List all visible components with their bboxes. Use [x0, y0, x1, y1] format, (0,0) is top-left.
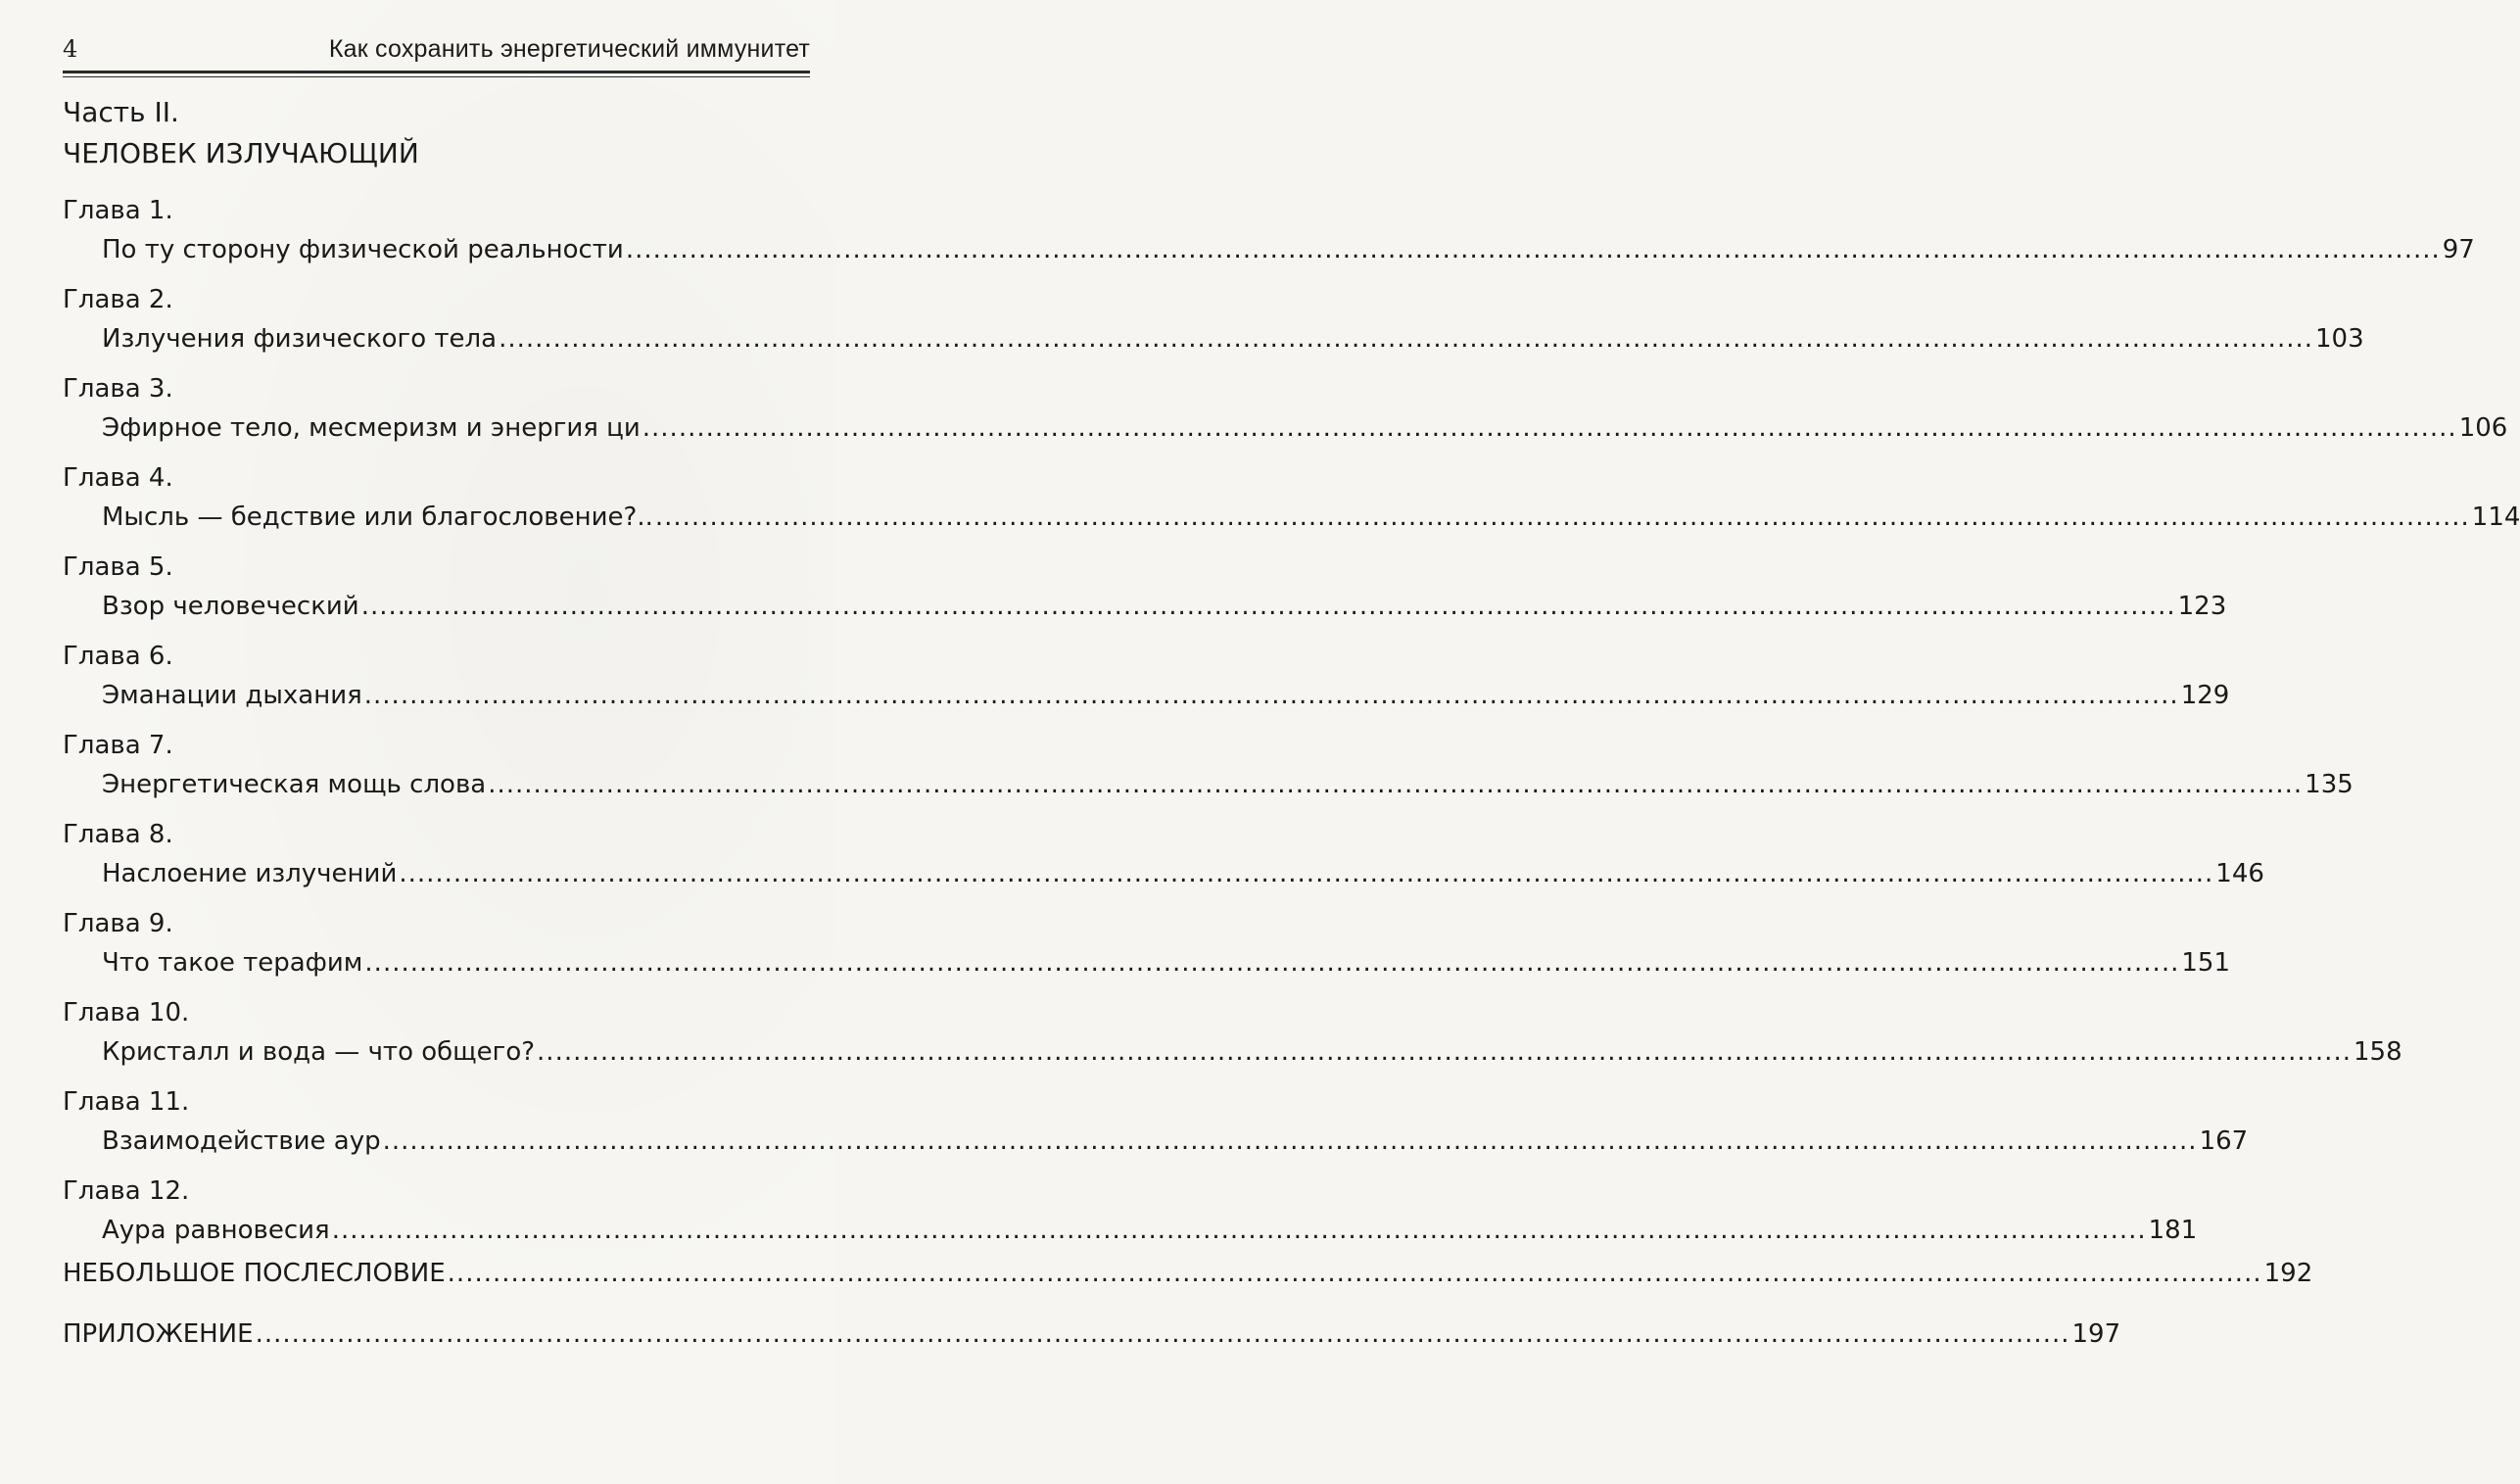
- chapter-label: Глава 11.: [63, 1087, 190, 1117]
- toc-entry-title: НЕБОЛЬШОЕ ПОСЛЕСЛОВИЕ: [63, 1259, 446, 1288]
- toc-entry: [102, 413, 2508, 443]
- toc-page-number: 151: [2181, 948, 2230, 978]
- chapter-label: Глава 2.: [63, 285, 173, 314]
- toc-leader-dots: ........................................................................................................................................................................................................: [382, 1126, 2198, 1156]
- chapter-label: Глава 4.: [63, 463, 173, 493]
- toc-entry-title: Эфирное тело, месмеризм и энергия ци: [102, 413, 641, 443]
- toc-leader-dots: ........................................................................................................................................................................................................: [488, 770, 2304, 799]
- toc-leader-dots: ........................................................................................................................................................................................................: [499, 324, 2314, 354]
- toc-page-number: 135: [2305, 770, 2354, 799]
- toc-leader-dots: ........................................................................................................................................................................................................: [447, 1259, 2262, 1288]
- chapter-label: Глава 9.: [63, 909, 173, 938]
- toc-entry: [102, 503, 2520, 532]
- chapter-label: Глава 1.: [63, 196, 173, 225]
- toc-leader-dots: ........................................................................................................................................................................................................: [642, 413, 2457, 443]
- toc-entry: [102, 948, 2230, 978]
- toc-entry-title: Излучения физического тела: [102, 324, 498, 354]
- toc-entry-title: Кристалл и вода — что общего?: [102, 1037, 536, 1067]
- toc-entry: [63, 1319, 2121, 1349]
- toc-leader-dots: ........................................................................................................................................................................................................: [331, 1216, 2147, 1245]
- header-rule-thin: [63, 76, 810, 77]
- toc-page-number: 114: [2471, 503, 2520, 532]
- toc-entry-title: Взор человеческий: [102, 592, 359, 621]
- toc-page-number: 129: [2180, 681, 2230, 710]
- toc-leader-dots: ........................................................................................................................................................................................................: [363, 681, 2179, 710]
- chapter-label: Глава 10.: [63, 998, 190, 1028]
- toc-page-number: 167: [2199, 1126, 2249, 1156]
- toc-leader-dots: ........................................................................................................................................................................................................: [399, 859, 2214, 888]
- toc-entry-title: По ту сторону физической реальности: [102, 235, 624, 264]
- chapter-label: Глава 6.: [63, 642, 173, 671]
- toc-entry: [102, 1126, 2249, 1156]
- toc-leader-dots: ........................................................................................................................................................................................................: [360, 592, 2176, 621]
- toc-page-number: 97: [2442, 235, 2475, 264]
- toc-entry: [63, 1259, 2313, 1288]
- toc-entry: [102, 770, 2354, 799]
- part-title: ЧЕЛОВЕК ИЗЛУЧАЮЩИЙ: [63, 137, 419, 169]
- chapter-label: Глава 8.: [63, 820, 173, 849]
- toc-page-number: 181: [2148, 1216, 2198, 1245]
- toc-entry: [102, 681, 2230, 710]
- toc-page-number: 197: [2071, 1319, 2121, 1349]
- toc-page-number: 123: [2177, 592, 2227, 621]
- toc-entry-title: Что такое терафим: [102, 948, 363, 978]
- toc-entry-title: Энергетическая мощь слова: [102, 770, 487, 799]
- part-label: Часть II.: [63, 96, 179, 128]
- toc-leader-dots: ........................................................................................................................................................................................................: [625, 235, 2441, 264]
- toc-leader-dots: ........................................................................................................................................................................................................: [364, 948, 2180, 978]
- toc-entry-title: Аура равновесия: [102, 1216, 330, 1245]
- toc-entry: [102, 859, 2264, 888]
- toc-entry: [102, 592, 2227, 621]
- toc-leader-dots: ........................................................................................................................................................................................................: [654, 503, 2470, 532]
- toc-entry-title: Наслоение излучений: [102, 859, 398, 888]
- toc-page-number: 158: [2353, 1037, 2402, 1067]
- book-title: Как сохранить энергетический иммунитет: [328, 35, 810, 63]
- toc-leader-dots: ........................................................................................................................................................................................................: [537, 1037, 2352, 1067]
- toc-page-number: 146: [2215, 859, 2264, 888]
- toc-entry: [102, 1216, 2198, 1245]
- toc-page-number: 192: [2263, 1259, 2313, 1288]
- toc-entry-title: ПРИЛОЖЕНИЕ: [63, 1319, 254, 1349]
- toc-entry: [102, 235, 2475, 264]
- toc-entry: [102, 324, 2364, 354]
- toc-entry-title: Мысль — бедствие или благословение?..: [102, 503, 653, 532]
- chapter-label: Глава 7.: [63, 731, 173, 760]
- chapter-label: Глава 3.: [63, 374, 173, 404]
- toc-leader-dots: ........................................................................................................................................................................................................: [255, 1319, 2070, 1349]
- running-header: [63, 27, 810, 67]
- toc-entry-title: Взаимодействие аур: [102, 1126, 381, 1156]
- toc-entry: [102, 1037, 2402, 1067]
- toc-entry-title: Эманации дыхания: [102, 681, 362, 710]
- toc-page-number: 106: [2458, 413, 2508, 443]
- page-number: 4: [63, 35, 78, 63]
- toc-page-number: 103: [2315, 324, 2364, 354]
- chapter-label: Глава 5.: [63, 552, 173, 582]
- header-rule-thick: [63, 71, 810, 73]
- chapter-label: Глава 12.: [63, 1176, 190, 1206]
